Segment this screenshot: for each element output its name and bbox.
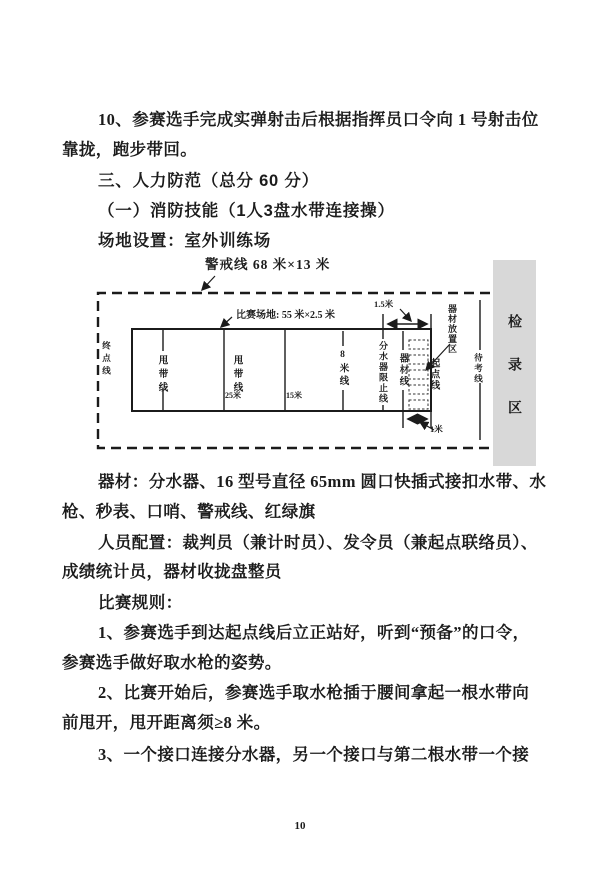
equipment-text: 枪、秒表、口哨、警戒线、红绿旗: [62, 502, 316, 521]
rule-text: 参赛选手做好取水枪的姿势。: [62, 653, 282, 672]
page-number: 10: [294, 820, 306, 832]
equipment-text: 器材：分水器、16 型号直径 65mm 圆口快插式接扣水带、水: [98, 472, 547, 491]
rule-text: 1、参赛选手到达起点线后立正站好，听到“预备”的口令，: [98, 623, 530, 642]
text-line: 靠拢，跑步带回。: [62, 140, 198, 159]
rules-heading: 比赛规则：: [98, 593, 183, 612]
equipment-line-label: 器材线: [397, 353, 408, 388]
dim-1m-label: 1米: [430, 424, 443, 434]
staff-text: 人员配置：裁判员（兼计时员）、发令员（兼起点联络员）、: [98, 533, 538, 552]
rule-text: 2、比赛开始后，参赛选手取水枪插于腰间拿起一根水带向: [98, 683, 530, 702]
hose-throw-line-1-label: 甩带线: [156, 355, 167, 396]
distance-25m-label: 25米: [225, 391, 241, 400]
eight-m-line-label: 8米线: [337, 350, 348, 388]
subsection-heading: （一）消防技能（1人3盘水带连接操）: [98, 202, 395, 220]
rule-text: 前甩开，甩开距离须≥8 米。: [62, 713, 271, 732]
section-heading: 三、人力防范（总分 60 分）: [98, 172, 320, 190]
start-line-label: 起点线: [428, 358, 439, 391]
text-line: 10、参赛选手完成实弹射击后根据指挥员口令向 1 号射击位: [98, 110, 539, 129]
staff-text: 成绩统计员，器材收拢盘整员: [62, 562, 282, 581]
divider-stop-line-label: 分水器限止线: [378, 341, 388, 404]
dim-1-5m-label: 1.5米: [374, 299, 394, 309]
venue-label: 场地设置：室外训练场: [98, 232, 271, 250]
distance-15m-label: 15米: [286, 391, 302, 400]
dim-1-5m-pointer: [400, 309, 411, 321]
equipment-zone-label: 器材放置区: [447, 304, 457, 354]
hose-throw-line-2-label: 甩带线: [231, 355, 242, 396]
finish-line-label: 终点线: [101, 341, 112, 379]
field-pointer: [221, 317, 232, 327]
check-area-label: 检录区: [506, 314, 521, 443]
cordon-pointer: [202, 276, 215, 290]
equipment-boxes: [409, 340, 428, 409]
field-diagram: [0, 256, 600, 470]
pointer-arrows: [202, 276, 450, 430]
field-size-label: 比赛场地: 55 米×2.5 米: [236, 310, 336, 321]
rule-text: 3、一个接口连接分水器，另一个接口与第二根水带一个接: [98, 745, 530, 764]
cordon-label: 警戒线 68 米×13 米: [205, 257, 331, 272]
waiting-line-label: 待考线: [473, 353, 484, 385]
